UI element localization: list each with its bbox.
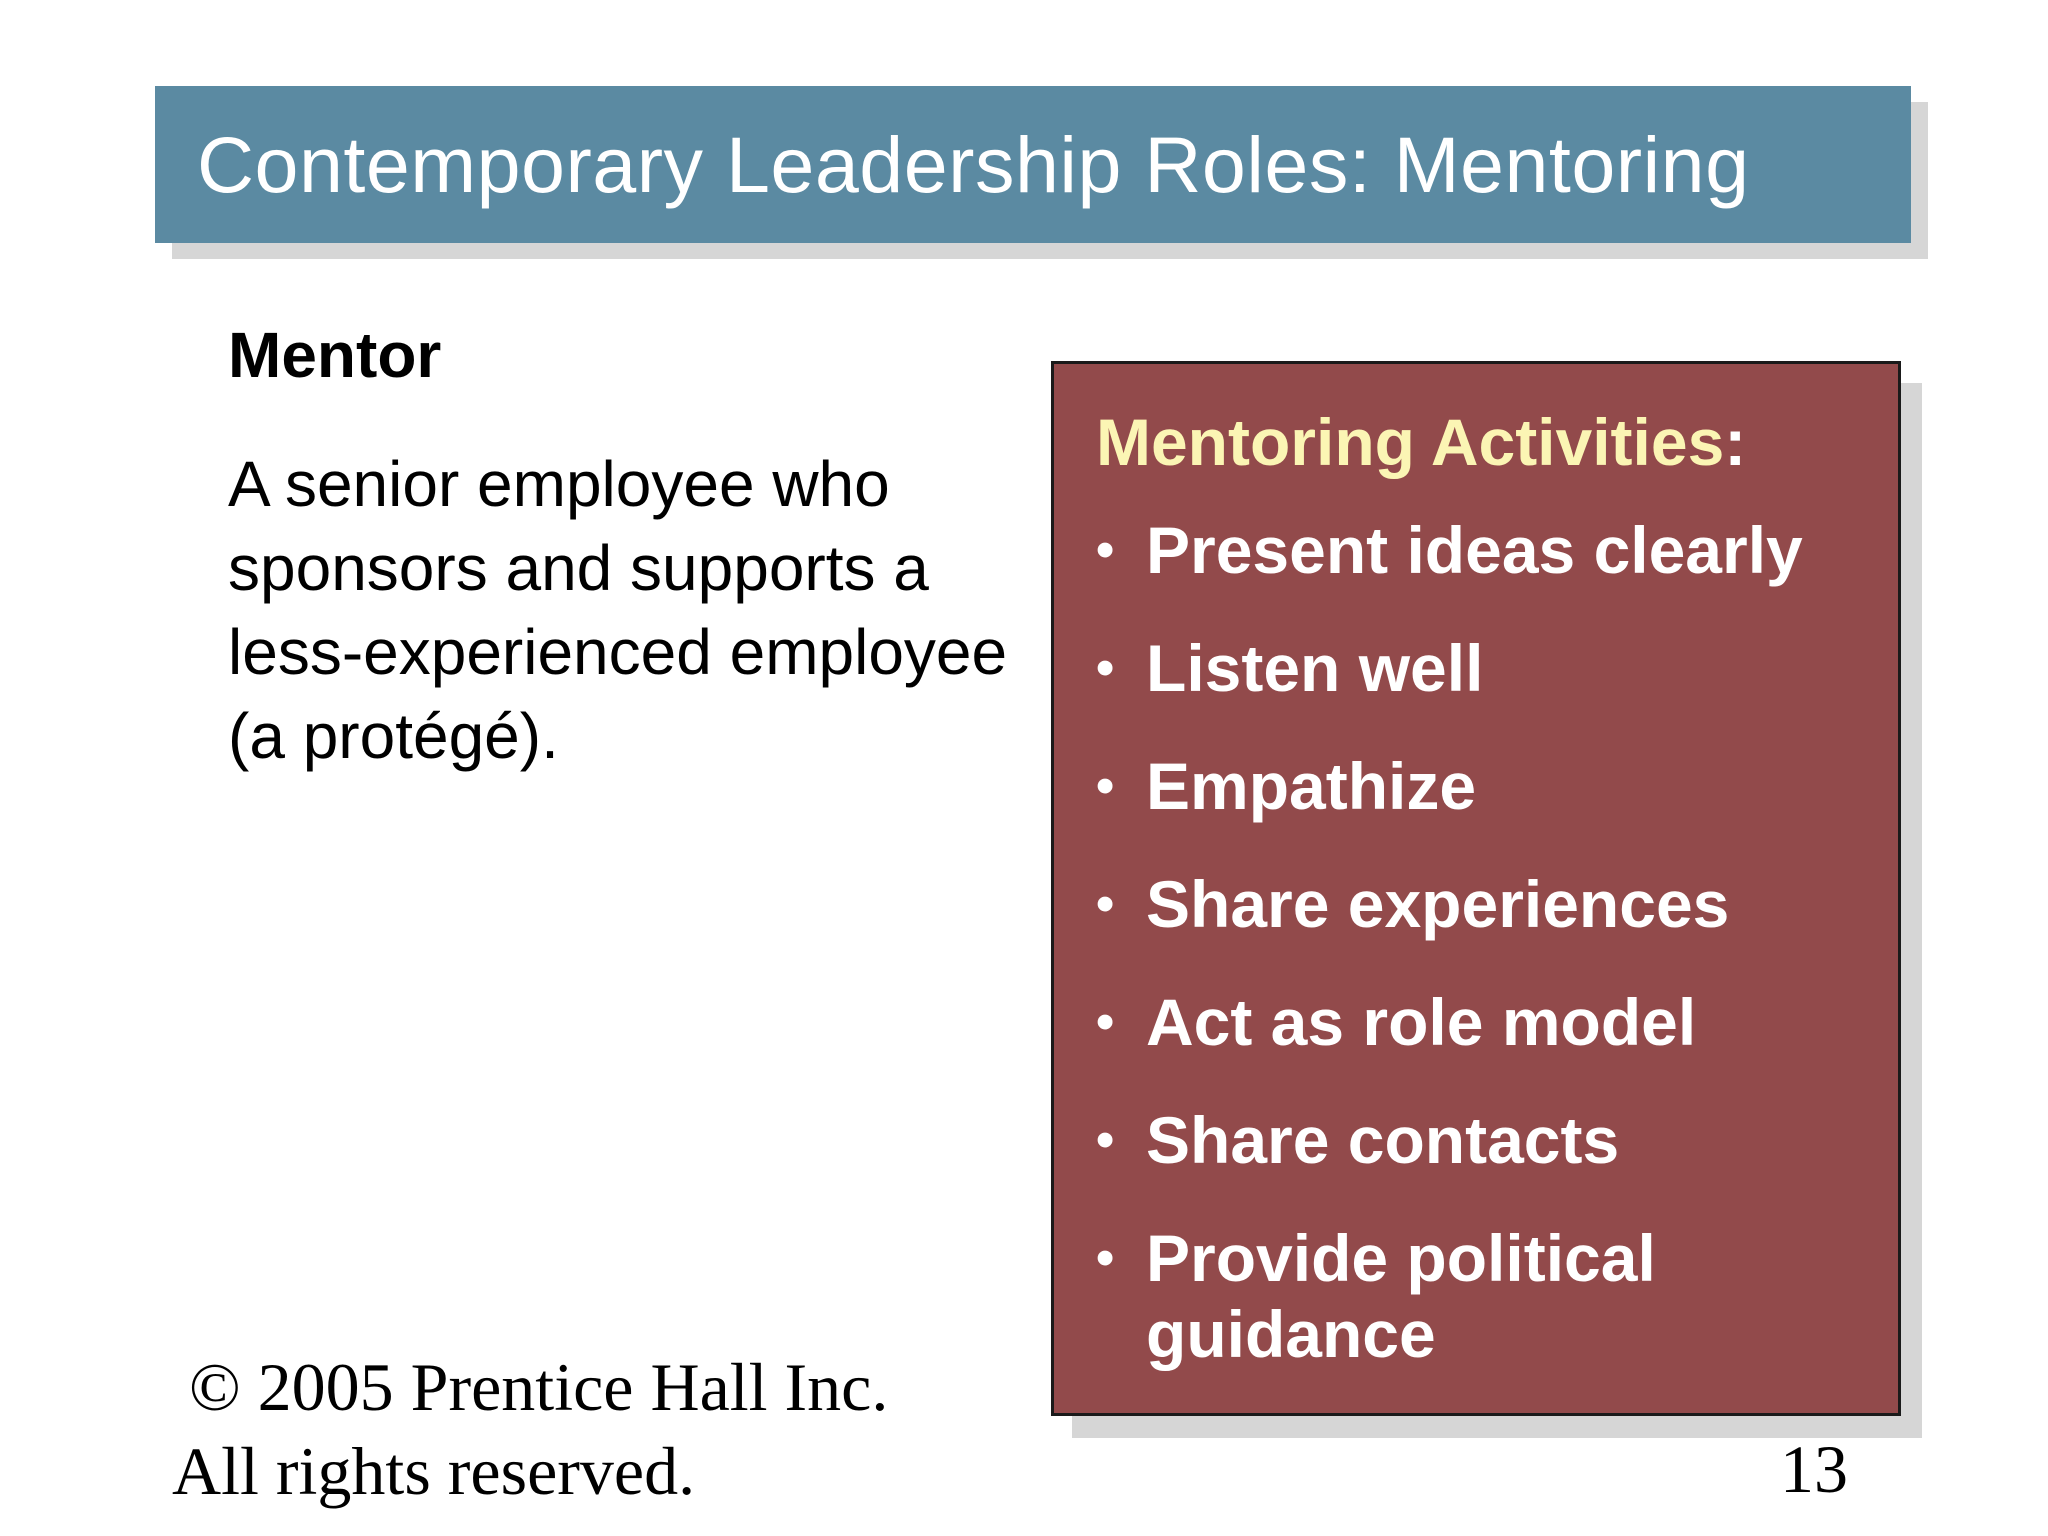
activity-item [1054,984,1898,1060]
activity-item [1054,630,1898,706]
activities-box [1051,361,1901,1416]
title-bar [155,86,1911,243]
term-definition: A senior employee who sponsors and supports a less-experienced employee (a protégé). [228,448,1008,772]
activity-label: Share experiences [1146,867,1730,941]
activity-label: Provide political guidance [1146,1221,1656,1371]
activities-heading-text: Mentoring Activities [1096,405,1725,479]
activity-label: Present ideas clearly [1146,513,1803,587]
bullet-icon: • [1096,639,1115,697]
activity-item [1054,1102,1898,1178]
activity-label: Empathize [1146,749,1477,823]
bullet-icon: • [1096,1229,1115,1287]
slide-title: Contemporary Leadership Roles: Mentoring [197,119,1750,209]
bullet-icon: • [1096,757,1115,815]
activity-label: Listen well [1146,631,1484,705]
activity-item [1054,866,1898,942]
copyright-line: © 2005 Prentice Hall Inc. [172,1349,889,1425]
copyright-notice [172,1345,888,1513]
activity-label: Share contacts [1146,1103,1620,1177]
activity-item [1054,1220,1826,1372]
activities-list [1054,512,1898,1414]
activity-item [1054,748,1898,824]
bullet-icon: • [1096,1111,1115,1169]
term-heading: Mentor [228,319,442,391]
rights-line: All rights reserved. [172,1433,696,1509]
bullet-icon: • [1096,993,1115,1051]
activities-heading-colon: : [1724,405,1747,479]
bullet-icon: • [1096,875,1115,933]
page-number: 13 [1780,1431,1848,1507]
activities-heading [1096,404,1746,480]
activity-item [1054,512,1898,588]
bullet-icon: • [1096,521,1115,579]
activity-label: Act as role model [1146,985,1697,1059]
